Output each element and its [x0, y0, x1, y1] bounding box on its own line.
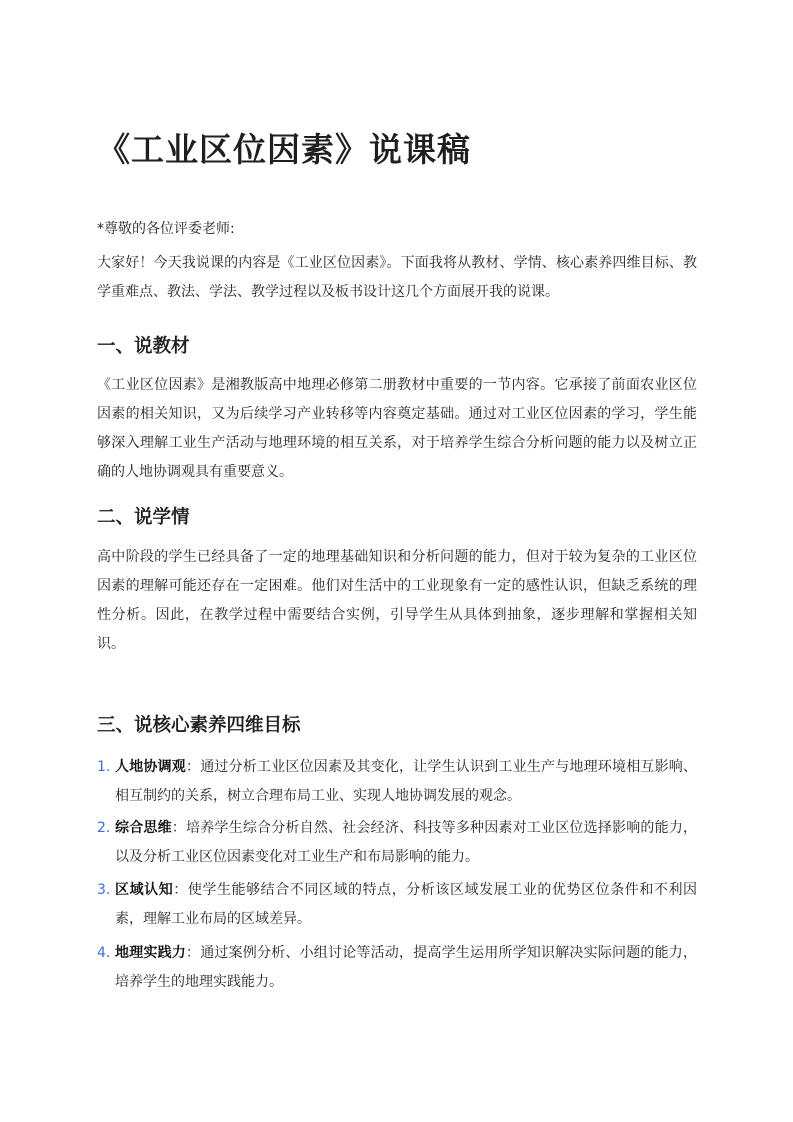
- section-heading-textbook: 一、说教材: [97, 336, 190, 357]
- section-heading-goals: 三、说核心素养四维目标: [97, 715, 301, 736]
- goal-item: [97, 876, 697, 934]
- greeting: *尊敬的各位评委老师:: [97, 221, 235, 237]
- goal-text: 通过分析工业区位因素及其变化，让学生认识到工业生产与地理环境相互影响、相互制约的关系，树立合理布局工业、实现人地协调发展的观念。: [115, 759, 698, 804]
- section-heading-students: 二、说学情: [97, 507, 190, 528]
- section-text-students: 高中阶段的学生已经具备了一定的地理基础知识和分析问题的能力，但对于较为复杂的工业区位因素的理解可能还存在一定困难。他们对生活中的工业现象有一定的感性认识，但缺乏系统的理性分析。因此，在教学过程中需要结合实例，引导学生从具体到抽象，逐步理解和掌握相关知识。: [97, 549, 697, 652]
- goal-separator: ：: [186, 759, 201, 775]
- goal-term: 地理实践力: [115, 945, 186, 961]
- goal-item: [97, 814, 697, 872]
- goal-item: [97, 939, 697, 997]
- goal-item: [97, 753, 697, 811]
- goal-separator: ：: [171, 820, 187, 836]
- goal-term: 综合思维: [115, 820, 172, 836]
- section-text-textbook: 《工业区位因素》是湘教版高中地理必修第二册教材中重要的一节内容。它承接了前面农业区位因素的相关知识，又为后续学习产业转移等内容奠定基础。通过对工业区位因素的学习，学生能够深入理解工业生产活动与地理环境的相互关系，对于培养学生综合分析问题的能力以及树立正确的人地协调观具有重要意义。: [97, 377, 697, 480]
- goal-number: 1.: [97, 759, 111, 775]
- document-title: 《工业区位因素》说课稿: [97, 130, 471, 169]
- goal-text: 通过案例分析、小组讨论等活动，提高学生运用所学知识解决实际问题的能力，培养学生的地理实践能力。: [115, 945, 698, 990]
- goal-number: 3.: [97, 882, 111, 898]
- goal-number: 2.: [97, 820, 111, 836]
- goal-separator: ：: [186, 945, 201, 961]
- goal-term: 区域认知: [115, 882, 174, 898]
- goal-separator: ：: [173, 882, 188, 898]
- goal-term: 人地协调观: [115, 759, 186, 775]
- goal-text: 培养学生综合分析自然、社会经济、科技等多种因素对工业区位选择影响的能力，以及分析工业区位因素变化对工业生产和布局影响的能力。: [115, 820, 698, 865]
- intro-paragraph: 大家好！今天我说课的内容是《工业区位因素》。下面我将从教材、学情、核心素养四维目标、教学重难点、教法、学法、教学过程以及板书设计这几个方面展开我的说课。: [97, 255, 697, 300]
- goal-text: 使学生能够结合不同区域的特点，分析该区域发展工业的优势区位条件和不利因素，理解工业布局的区域差异。: [115, 882, 698, 927]
- goal-number: 4.: [97, 945, 111, 961]
